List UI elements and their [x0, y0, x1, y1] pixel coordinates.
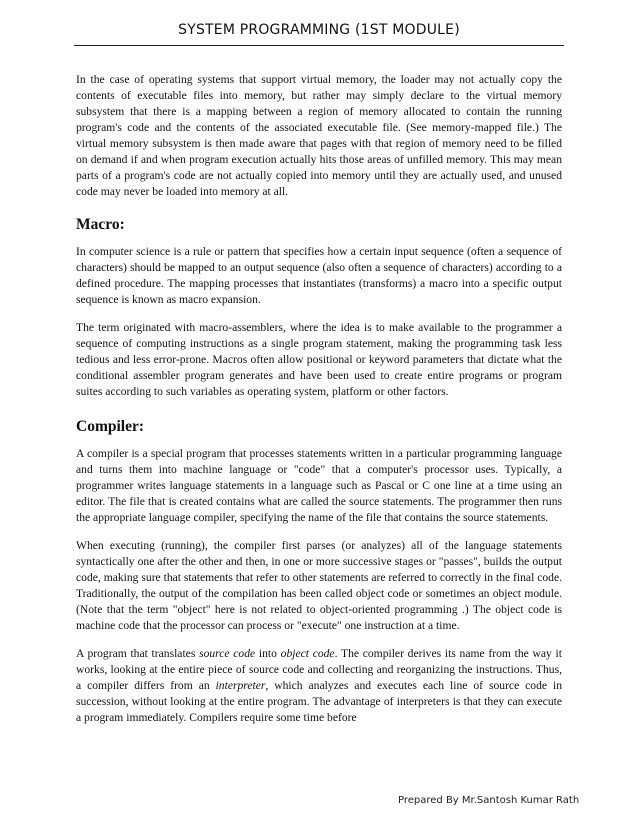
macro-paragraph-2: The term originated with macro-assemblers, where the idea is to make available to the programmer a sequence of computing instructions as a single program statement, making the programming task less tedious and less error-prone. Macros often allow positional or keyword parameters that dictate what the conditional assembler program generates and have been used to create entire programs or program suites according to such variables as operating system, platform or other factors.	[76, 321, 562, 398]
compiler-paragraph-1: A compiler is a special program that processes statements written in a particular programming language and turns them into machine language or "code" that a computer's processor uses. Typically, a programmer writes language statements in a language such as Pascal or C one line at a time using an editor. The file that is created contains what are called the source statements. The programmer then runs the appropriate language compiler, specifying the name of the file that contains the source statements.	[76, 447, 562, 524]
compiler-paragraph-2: When executing (running), the compiler first parses (or analyzes) all of the language statements syntactically one after the other and then, in one or more successive stages or "passes", builds the output code, making sure that statements that refer to other statements are referred to correctly in the final code. Traditionally, the output of the compilation has been called object code or sometimes an object module. (Note that the term "object" here is not related to object-oriented programming .) The object code is machine code that the processor can process or "execute" one instruction at a time.	[76, 539, 562, 632]
macro-paragraph-1: In computer science is a rule or pattern that specifies how a certain input sequence (often a sequence of characters) should be mapped to an output sequence (also often a sequence of characters) according to a defined procedure. The mapping processes that instantiates (transforms) a macro into a specific output sequence is known as macro expansion.	[76, 245, 562, 306]
page-header-title: SYSTEM PROGRAMMING (1ST MODULE)	[178, 22, 460, 38]
italic-term-interpreter: interpreter	[215, 679, 266, 692]
text-run: A program that translates	[76, 647, 200, 660]
page-footer-credit: Prepared By Mr.Santosh Kumar Rath	[398, 795, 580, 806]
italic-term-source-code: source code	[199, 647, 256, 660]
italic-term-object-code: object code	[280, 647, 335, 660]
compiler-heading: Compiler:	[76, 418, 145, 435]
header-divider	[74, 45, 564, 46]
text-run: , which analyzes and executes each line of source code in succession, without looking at the entire program. The advantage of interpreters is that they can execute a program immediately. Compilers require some time before	[76, 679, 563, 724]
text-run: into	[255, 647, 281, 660]
compiler-paragraph-3	[76, 646, 562, 726]
macro-heading: Macro:	[76, 216, 125, 233]
document-body	[76, 72, 562, 738]
text-run: . The compiler derives its name from the way it works, looking at the entire piece of source code and collecting and reorganizing the instructions. Thus, a compiler differs from an	[76, 647, 562, 692]
intro-paragraph: In the case of operating systems that support virtual memory, the loader may not actually copy the contents of executable files into memory, but rather may simply declare to the virtual memory subsystem that there is a mapping between a region of memory allocated to contain the running program's code and the contents of the associated executable file. (See memory-mapped file.) The virtual memory subsystem is then made aware that pages with that region of memory need to be filled on demand if and when program execution actually hits those areas of unfilled memory. This may mean parts of a program's code are not actually copied into memory until they are actually used, and unused code may never be loaded into memory at all.	[76, 73, 562, 198]
